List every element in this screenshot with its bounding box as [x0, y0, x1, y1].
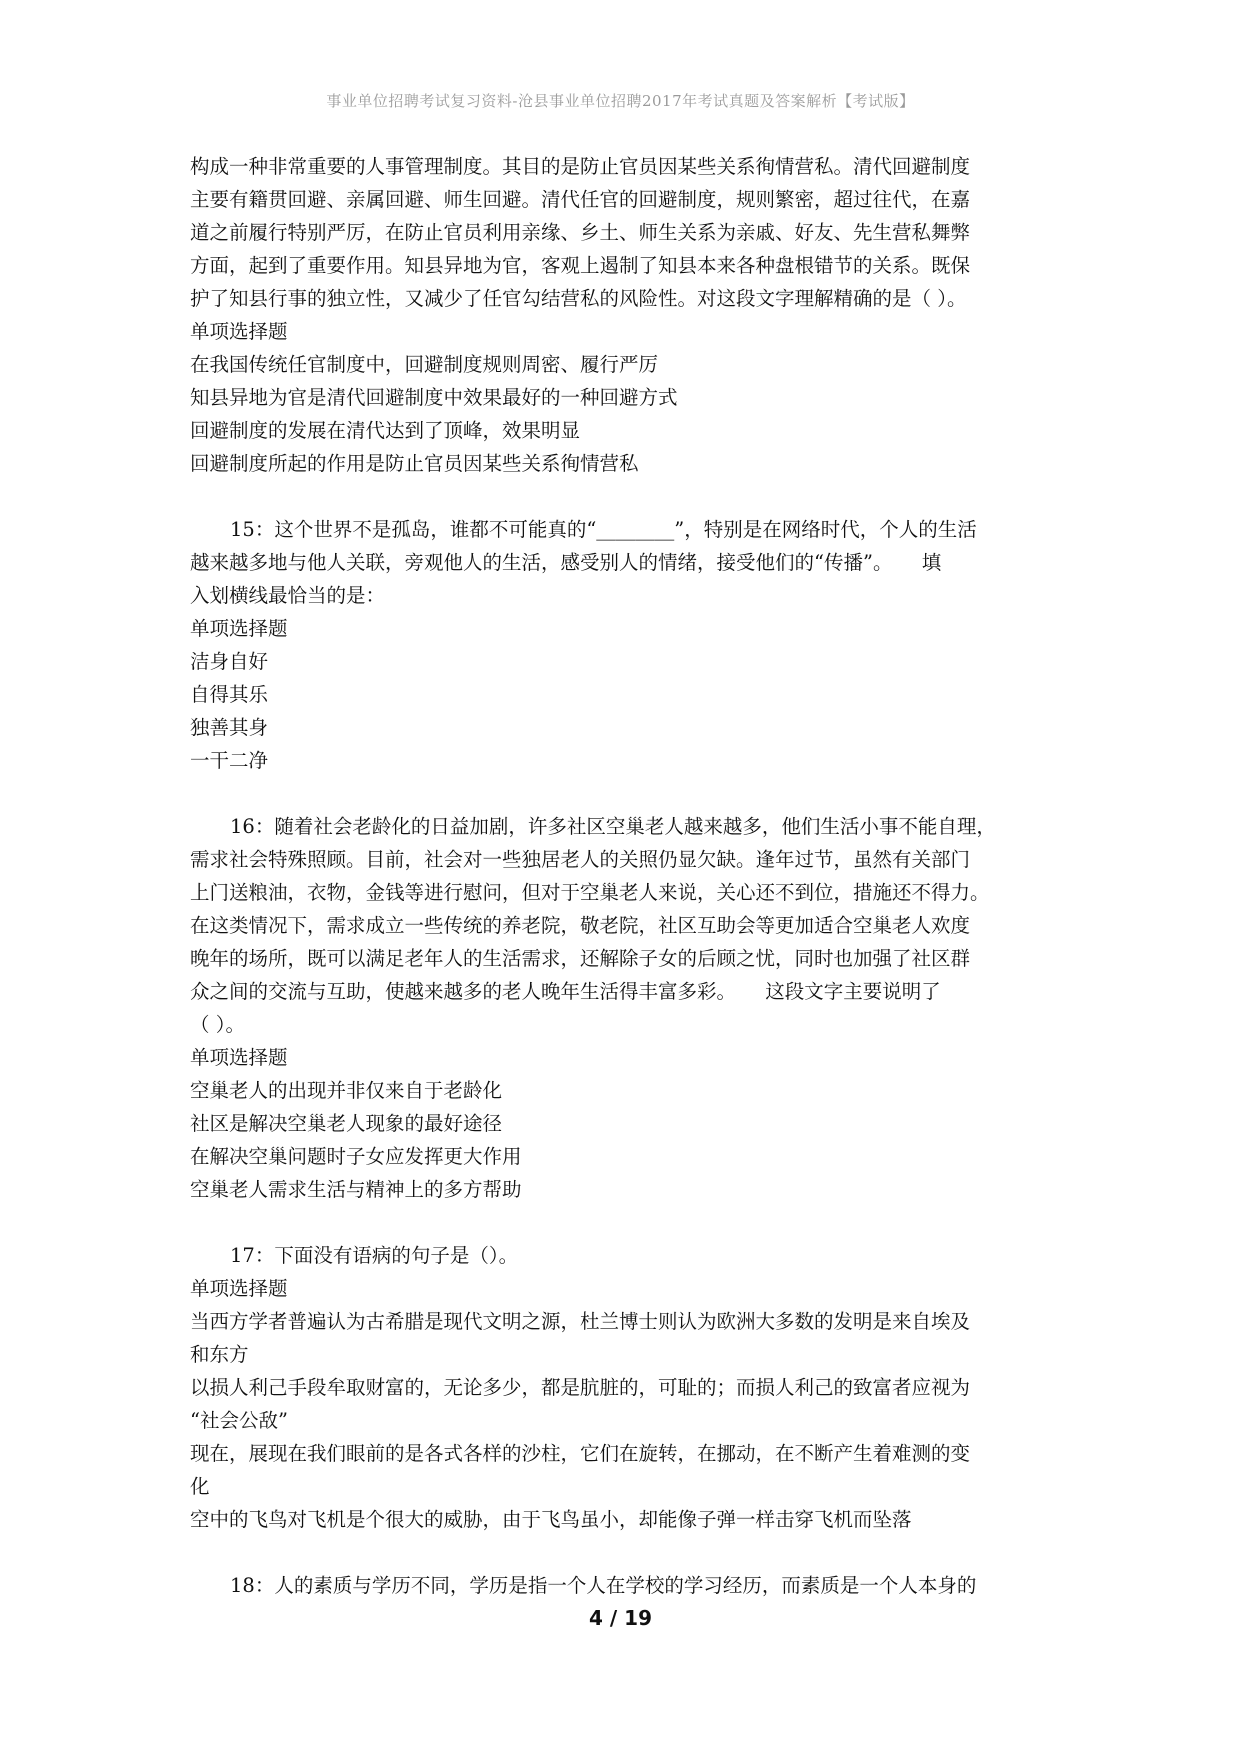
question-type: 单项选择题	[190, 320, 288, 343]
answer-option: 回避制度所起的作用是防止官员因某些关系徇情营私	[190, 452, 639, 475]
running-header: 事业单位招聘考试复习资料-沧县事业单位招聘2017年考试真题及答案解析【考试版】	[326, 92, 915, 110]
question-text-line: 道之前履行特别严厉，在防止官员利用亲缘、乡土、师生关系为亲戚、好友、先生营私舞弊	[190, 221, 971, 244]
spacer	[190, 1536, 1060, 1569]
question-text-line: 在这类情况下，需求成立一些传统的养老院，敬老院，社区互助会等更加适合空巢老人欢度	[190, 914, 971, 937]
question-type: 单项选择题	[190, 1277, 288, 1300]
answer-option: 知县异地为官是清代回避制度中效果最好的一种回避方式	[190, 386, 678, 409]
answer-option: 独善其身	[190, 716, 269, 739]
question-14	[190, 150, 1060, 480]
question-type: 单项选择题	[190, 617, 288, 640]
question-text-line: 主要有籍贯回避、亲属回避、师生回避。清代任官的回避制度，规则繁密，超过往代，在嘉	[190, 188, 971, 211]
question-text-line: 上门送粮油，衣物，金钱等进行慰问，但对于空巢老人来说，关心还不到位，措施还不得力。	[190, 881, 990, 904]
question-16	[190, 810, 1060, 1206]
answer-option-line: 空中的飞鸟对飞机是个很大的威胁，由于飞鸟虽小，却能像子弹一样击穿飞机而坠落	[190, 1508, 912, 1531]
question-text-line: 方面，起到了重要作用。知县异地为官，客观上遏制了知县本来各种盘根错节的关系。既保	[190, 254, 971, 277]
answer-option: 洁身自好	[190, 650, 269, 673]
question-text-line: 护了知县行事的独立性，又减少了任官勾结营私的风险性。对这段文字理解精确的是（ ）。	[190, 287, 967, 310]
question-text-line: 入划横线最恰当的是：	[190, 584, 386, 607]
question-text-line: 17：下面没有语病的句子是（）。	[230, 1244, 519, 1267]
question-18	[190, 1569, 1060, 1602]
question-15	[190, 513, 1060, 777]
question-text-line: 晚年的场所，既可以满足老年人的生活需求，还解除子女的后顾之忧，同时也加强了社区群	[190, 947, 971, 970]
answer-option: 在解决空巢问题时子女应发挥更大作用	[190, 1145, 522, 1168]
answer-option-line: 当西方学者普遍认为古希腊是现代文明之源，杜兰博士则认为欧洲大多数的发明是来自埃及	[190, 1310, 971, 1333]
answer-option-line: 和东方	[190, 1343, 249, 1366]
question-17	[190, 1239, 1060, 1536]
answer-option-line: “社会公敌”	[190, 1409, 288, 1432]
page-number: 4 / 19	[589, 1606, 652, 1630]
answer-option: 社区是解决空巢老人现象的最好途径	[190, 1112, 503, 1135]
answer-option-line: 以损人利己手段牟取财富的，无论多少，都是肮脏的，可耻的；而损人利己的致富者应视为	[190, 1376, 971, 1399]
question-text-line: 15：这个世界不是孤岛，谁都不可能真的“________”，特别是在网络时代，个人的生活	[230, 518, 977, 541]
answer-option-line: 现在，展现在我们眼前的是各式各样的沙柱，它们在旋转，在挪动，在不断产生着难测的变	[190, 1442, 971, 1465]
question-type: 单项选择题	[190, 1046, 288, 1069]
answer-option: 自得其乐	[190, 683, 269, 706]
spacer	[190, 777, 1060, 810]
answer-option: 空巢老人需求生活与精神上的多方帮助	[190, 1178, 522, 1201]
question-text-line: 构成一种非常重要的人事管理制度。其目的是防止官员因某些关系徇情营私。清代回避制度	[190, 155, 971, 178]
question-text-line: 越来越多地与他人关联，旁观他人的生活，感受别人的情绪，接受他们的“传播”。 填	[190, 551, 942, 574]
answer-option: 在我国传统任官制度中，回避制度规则周密、履行严厉	[190, 353, 659, 376]
answer-option: 回避制度的发展在清代达到了顶峰，效果明显	[190, 419, 581, 442]
answer-option-line: 化	[190, 1475, 210, 1498]
spacer	[190, 480, 1060, 513]
question-text-line: 众之间的交流与互助，使越来越多的老人晚年生活得丰富多彩。 这段文字主要说明了	[190, 980, 941, 1003]
document-body	[190, 150, 1060, 1602]
answer-option: 一干二净	[190, 749, 269, 772]
question-text-line: 需求社会特殊照顾。目前，社会对一些独居老人的关照仍显欠缺。逢年过节，虽然有关部门	[190, 848, 971, 871]
spacer	[190, 1206, 1060, 1239]
answer-option: 空巢老人的出现并非仅来自于老龄化	[190, 1079, 503, 1102]
question-text-line: 18：人的素质与学历不同，学历是指一个人在学校的学习经历，而素质是一个人本身的	[230, 1574, 977, 1597]
question-text-line: 16：随着社会老龄化的日益加剧，许多社区空巢老人越来越多，他们生活小事不能自理，	[230, 815, 996, 838]
question-text-line: （ ）。	[190, 1013, 245, 1036]
